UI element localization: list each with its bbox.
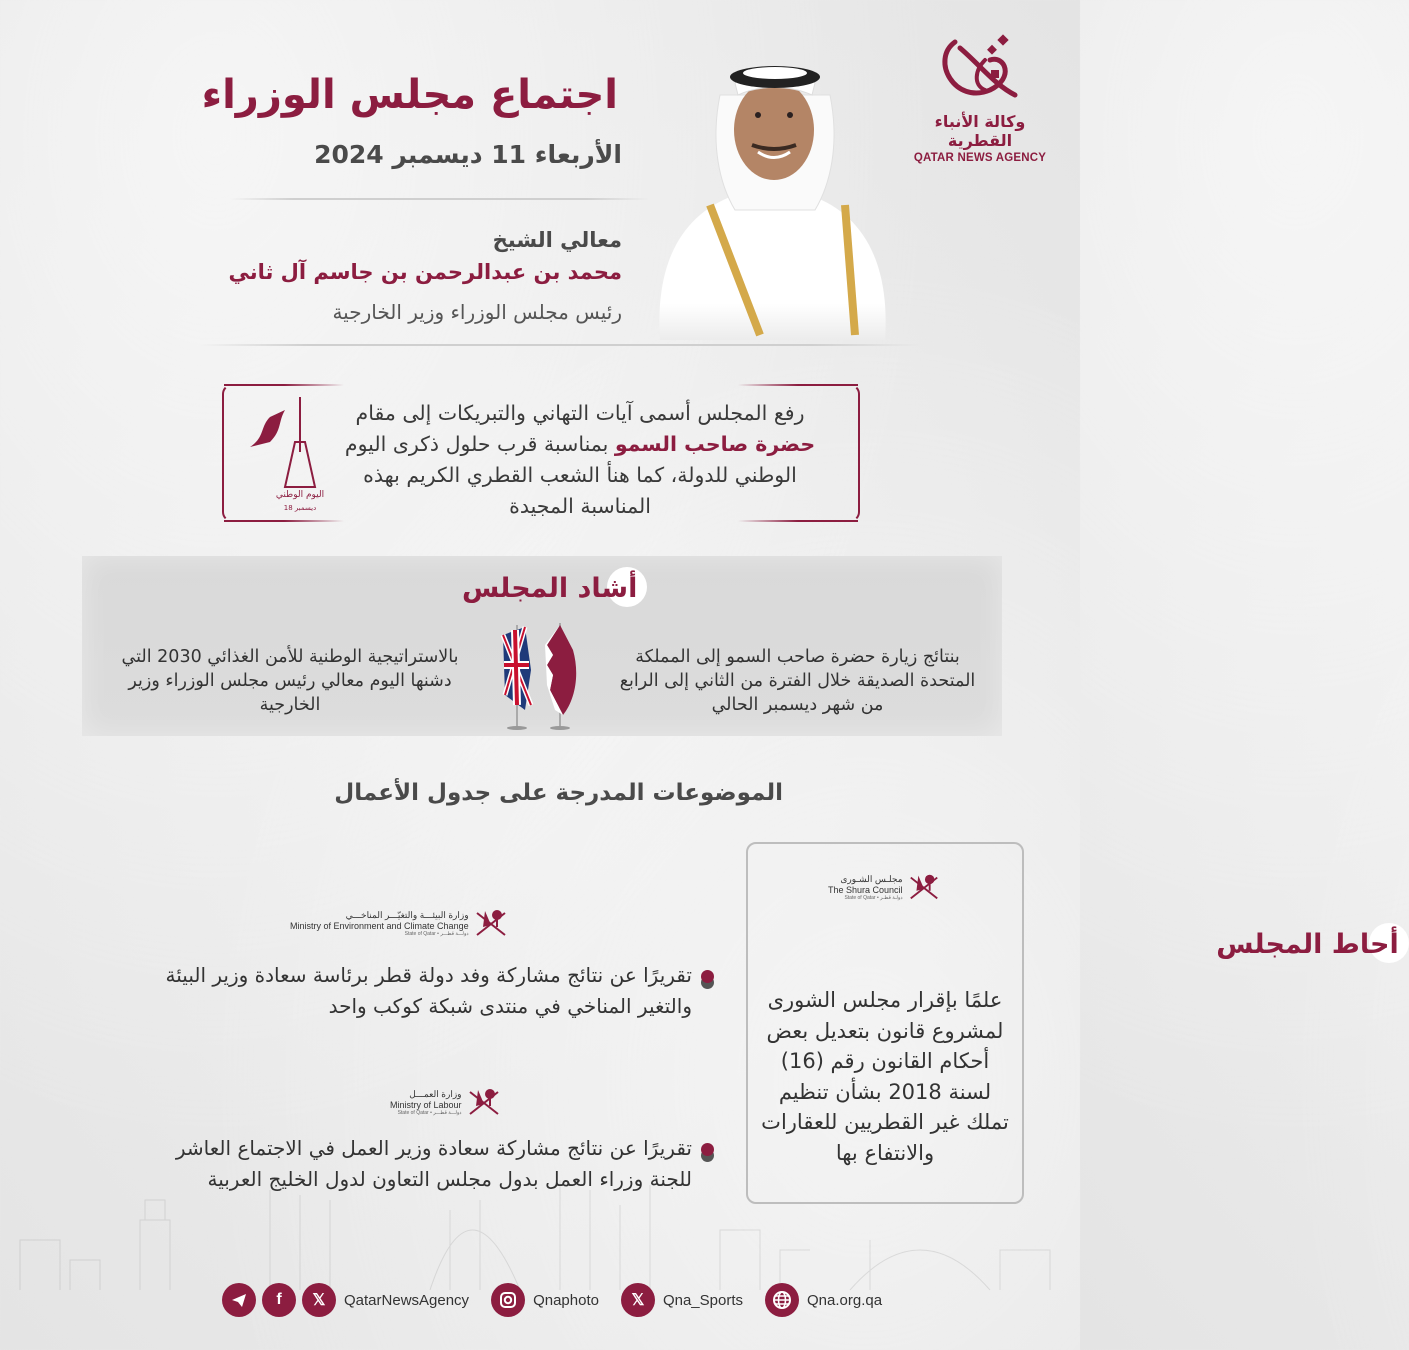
x-icon[interactable]: 𝕏 (621, 1283, 655, 1317)
shura-council-logo: مجلـس الشـورى The Shura Council State of Qatar • دولـة قطـر (828, 870, 941, 904)
facebook-icon[interactable]: f (262, 1283, 296, 1317)
qna-emblem-icon (935, 30, 1025, 110)
praise-text-uk-visit: بنتائج زيارة حضرة صاحب السمو إلى المملكة المتحدة الصديقة خلال الفترة من الثاني إلى الرابع من شهر ديسمبر الحالي (619, 647, 976, 715)
social-footer (222, 1283, 898, 1317)
uk-qatar-flags-icon (495, 615, 595, 735)
highlight-text: حضرة صاحب السمو (614, 432, 816, 456)
qatar-emblem-icon (466, 1084, 502, 1120)
divider (200, 344, 920, 346)
footer-link-qatarnewsagency[interactable]: QatarNewsAgency (344, 1291, 470, 1309)
person-honorific: معالي الشيخ (492, 228, 622, 252)
ministry-labour-logo: وزارة العمـــل Ministry of Labour State of Qatar • دولـــة قطـــر (390, 1084, 502, 1120)
inform-heading: أحاط المجلس (1216, 929, 1398, 960)
footer-link-qnaphoto[interactable]: Qnaphoto (533, 1291, 599, 1309)
person-title: رئيس مجلس الوزراء وزير الخارجية (332, 300, 622, 324)
divider (230, 198, 650, 200)
telegram-icon[interactable] (222, 1283, 256, 1317)
portrait-photo (640, 35, 905, 340)
person-name: محمد بن عبدالرحمن بن جاسم آل ثاني (228, 260, 622, 284)
logo-arabic-name: وكالة الأنباء القطرية (934, 112, 1026, 150)
qatar-emblem-icon (907, 870, 941, 904)
praise-heading: أشاد المجلس (462, 573, 637, 604)
page-title: اجتماع مجلس الوزراء (201, 72, 618, 118)
praise-text-food-security: بالاستراتيجية الوطنية للأمن الغذائي 2030 التي دشنها اليوم معالي رئيس مجلس الوزراء وزير الخارجية (121, 647, 459, 715)
agenda-heading: الموضوعات المدرجة على جدول الأعمال (334, 780, 783, 806)
instagram-icon[interactable] (491, 1283, 525, 1317)
shura-text: علمًا بإقرار مجلس الشورى لمشروع قانون بتعديل بعض أحكام القانون رقم (16) لسنة 2018 بشأن تنظيم تملك غير القطريين للعقارات والانتفاع بها (761, 988, 1009, 1165)
agenda-item: تقريرًا عن نتائج مشاركة وفد دولة قطر برئاسة سعادة وزير البيئة والتغير المناخي في منتدى شبكة كوكب واحد (155, 960, 715, 1022)
meeting-date: الأربعاء 11 ديسمبر 2024 (314, 140, 622, 169)
logo-english-name: QATAR NEWS AGENCY (913, 152, 1047, 164)
bullet-icon (700, 1143, 715, 1162)
agenda-item: تقريرًا عن نتائج مشاركة سعادة وزير العمل في الاجتماع العاشر للجنة وزراء العمل بدول مجلس التعاون لدول الخليج العربية (145, 1133, 715, 1195)
svg-text:اليوم الوطني: اليوم الوطني (275, 490, 325, 500)
footer-link-website[interactable]: Qna.org.qa (807, 1291, 883, 1309)
globe-icon[interactable] (765, 1283, 799, 1317)
qatar-emblem-icon (473, 905, 509, 941)
bullet-icon (700, 970, 715, 989)
footer-link-qna-sports[interactable]: Qna_Sports (662, 1291, 743, 1309)
ministry-environment-logo: وزارة البيئـــة والتغيّـــر المناخـــي Ministry of Environment and Climate Change State of Qatar • دولـــة قطـــر (290, 905, 509, 941)
congratulations-text: رفع المجلس أسمى آيات التهاني والتبريكات إلى مقام حضرة صاحب السمو بمناسبة قرب حلول ذكرى اليوم الوطني للدولة، كما هنأ الشعب القطري الكريم بهذه المناسبة المجيدة (344, 401, 816, 518)
qna-logo (905, 30, 1055, 164)
national-day-logo (240, 392, 325, 517)
svg-text:18 ديسمبر: 18 ديسمبر (283, 504, 317, 512)
x-icon[interactable]: 𝕏 (302, 1283, 336, 1317)
